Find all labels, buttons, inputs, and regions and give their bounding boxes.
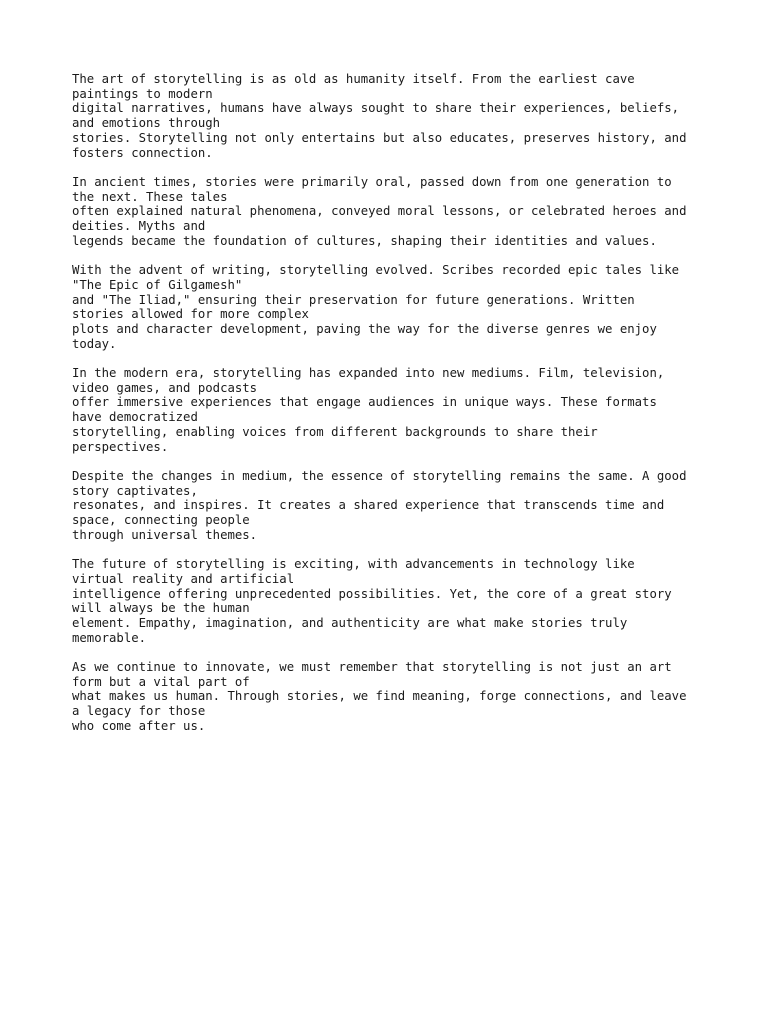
text-line: story captivates, [72, 483, 198, 498]
text-line: digital narratives, humans have always sought to share their experiences, beliefs, [72, 101, 680, 116]
text-line: perspectives. [72, 439, 169, 454]
text-line: resonates, and inspires. It creates a shared experience that transcends time and [72, 498, 665, 513]
paragraph [72, 72, 712, 160]
text-line: The future of storytelling is exciting, with advancements in technology like [72, 557, 635, 572]
paragraph [72, 366, 712, 454]
text-line: will always be the human [72, 601, 250, 616]
text-line: what makes us human. Through stories, we find meaning, forge connections, and leave [72, 689, 687, 704]
text-line: and emotions through [72, 116, 221, 131]
text-line: the next. These tales [72, 189, 228, 204]
text-line: memorable. [72, 630, 147, 645]
text-line: video games, and podcasts [72, 380, 258, 395]
text-line: plots and character development, paving the way for the diverse genres we enjoy [72, 321, 657, 336]
text-line: and "The Iliad," ensuring their preservation for future generations. Written [72, 292, 635, 307]
text-line: With the advent of writing, storytelling evolved. Scribes recorded epic tales like [72, 263, 680, 278]
text-line: deities. Myths and [72, 219, 206, 234]
text-line: have democratized [72, 410, 198, 425]
text-line: stories. Storytelling not only entertains but also educates, preserves history, and [72, 130, 687, 145]
text-line: intelligence offering unprecedented possibilities. Yet, the core of a great story [72, 586, 672, 601]
text-line: stories allowed for more complex [72, 307, 309, 322]
text-line: element. Empathy, imagination, and authenticity are what make stories truly [72, 615, 628, 630]
text-line: today. [72, 336, 117, 351]
document-page [72, 72, 712, 748]
text-line: through universal themes. [72, 527, 258, 542]
text-line: Despite the changes in medium, the essence of storytelling remains the same. A good [72, 468, 687, 483]
text-line: legends became the foundation of cultures, shaping their identities and values. [72, 233, 657, 248]
text-line: space, connecting people [72, 513, 250, 528]
text-line: In the modern era, storytelling has expanded into new mediums. Film, television, [72, 366, 665, 381]
paragraph [72, 660, 712, 734]
text-line: form but a vital part of [72, 674, 250, 689]
text-line: often explained natural phenomena, conveyed moral lessons, or celebrated heroes and [72, 204, 687, 219]
text-line: As we continue to innovate, we must remember that storytelling is not just an art [72, 660, 672, 675]
text-line: paintings to modern [72, 86, 213, 101]
text-line: virtual reality and artificial [72, 571, 295, 586]
text-line: In ancient times, stories were primarily oral, passed down from one generation to [72, 174, 672, 189]
text-line: offer immersive experiences that engage audiences in unique ways. These formats [72, 395, 657, 410]
text-line: who come after us. [72, 718, 206, 733]
paragraph [72, 175, 712, 249]
paragraph [72, 263, 712, 351]
text-line: a legacy for those [72, 704, 206, 719]
paragraph [72, 557, 712, 645]
text-line: The art of storytelling is as old as humanity itself. From the earliest cave [72, 72, 635, 86]
text-line: storytelling, enabling voices from different backgrounds to share their [72, 424, 598, 439]
paragraph [72, 469, 712, 543]
text-line: fosters connection. [72, 145, 213, 160]
text-line: "The Epic of Gilgamesh" [72, 277, 243, 292]
